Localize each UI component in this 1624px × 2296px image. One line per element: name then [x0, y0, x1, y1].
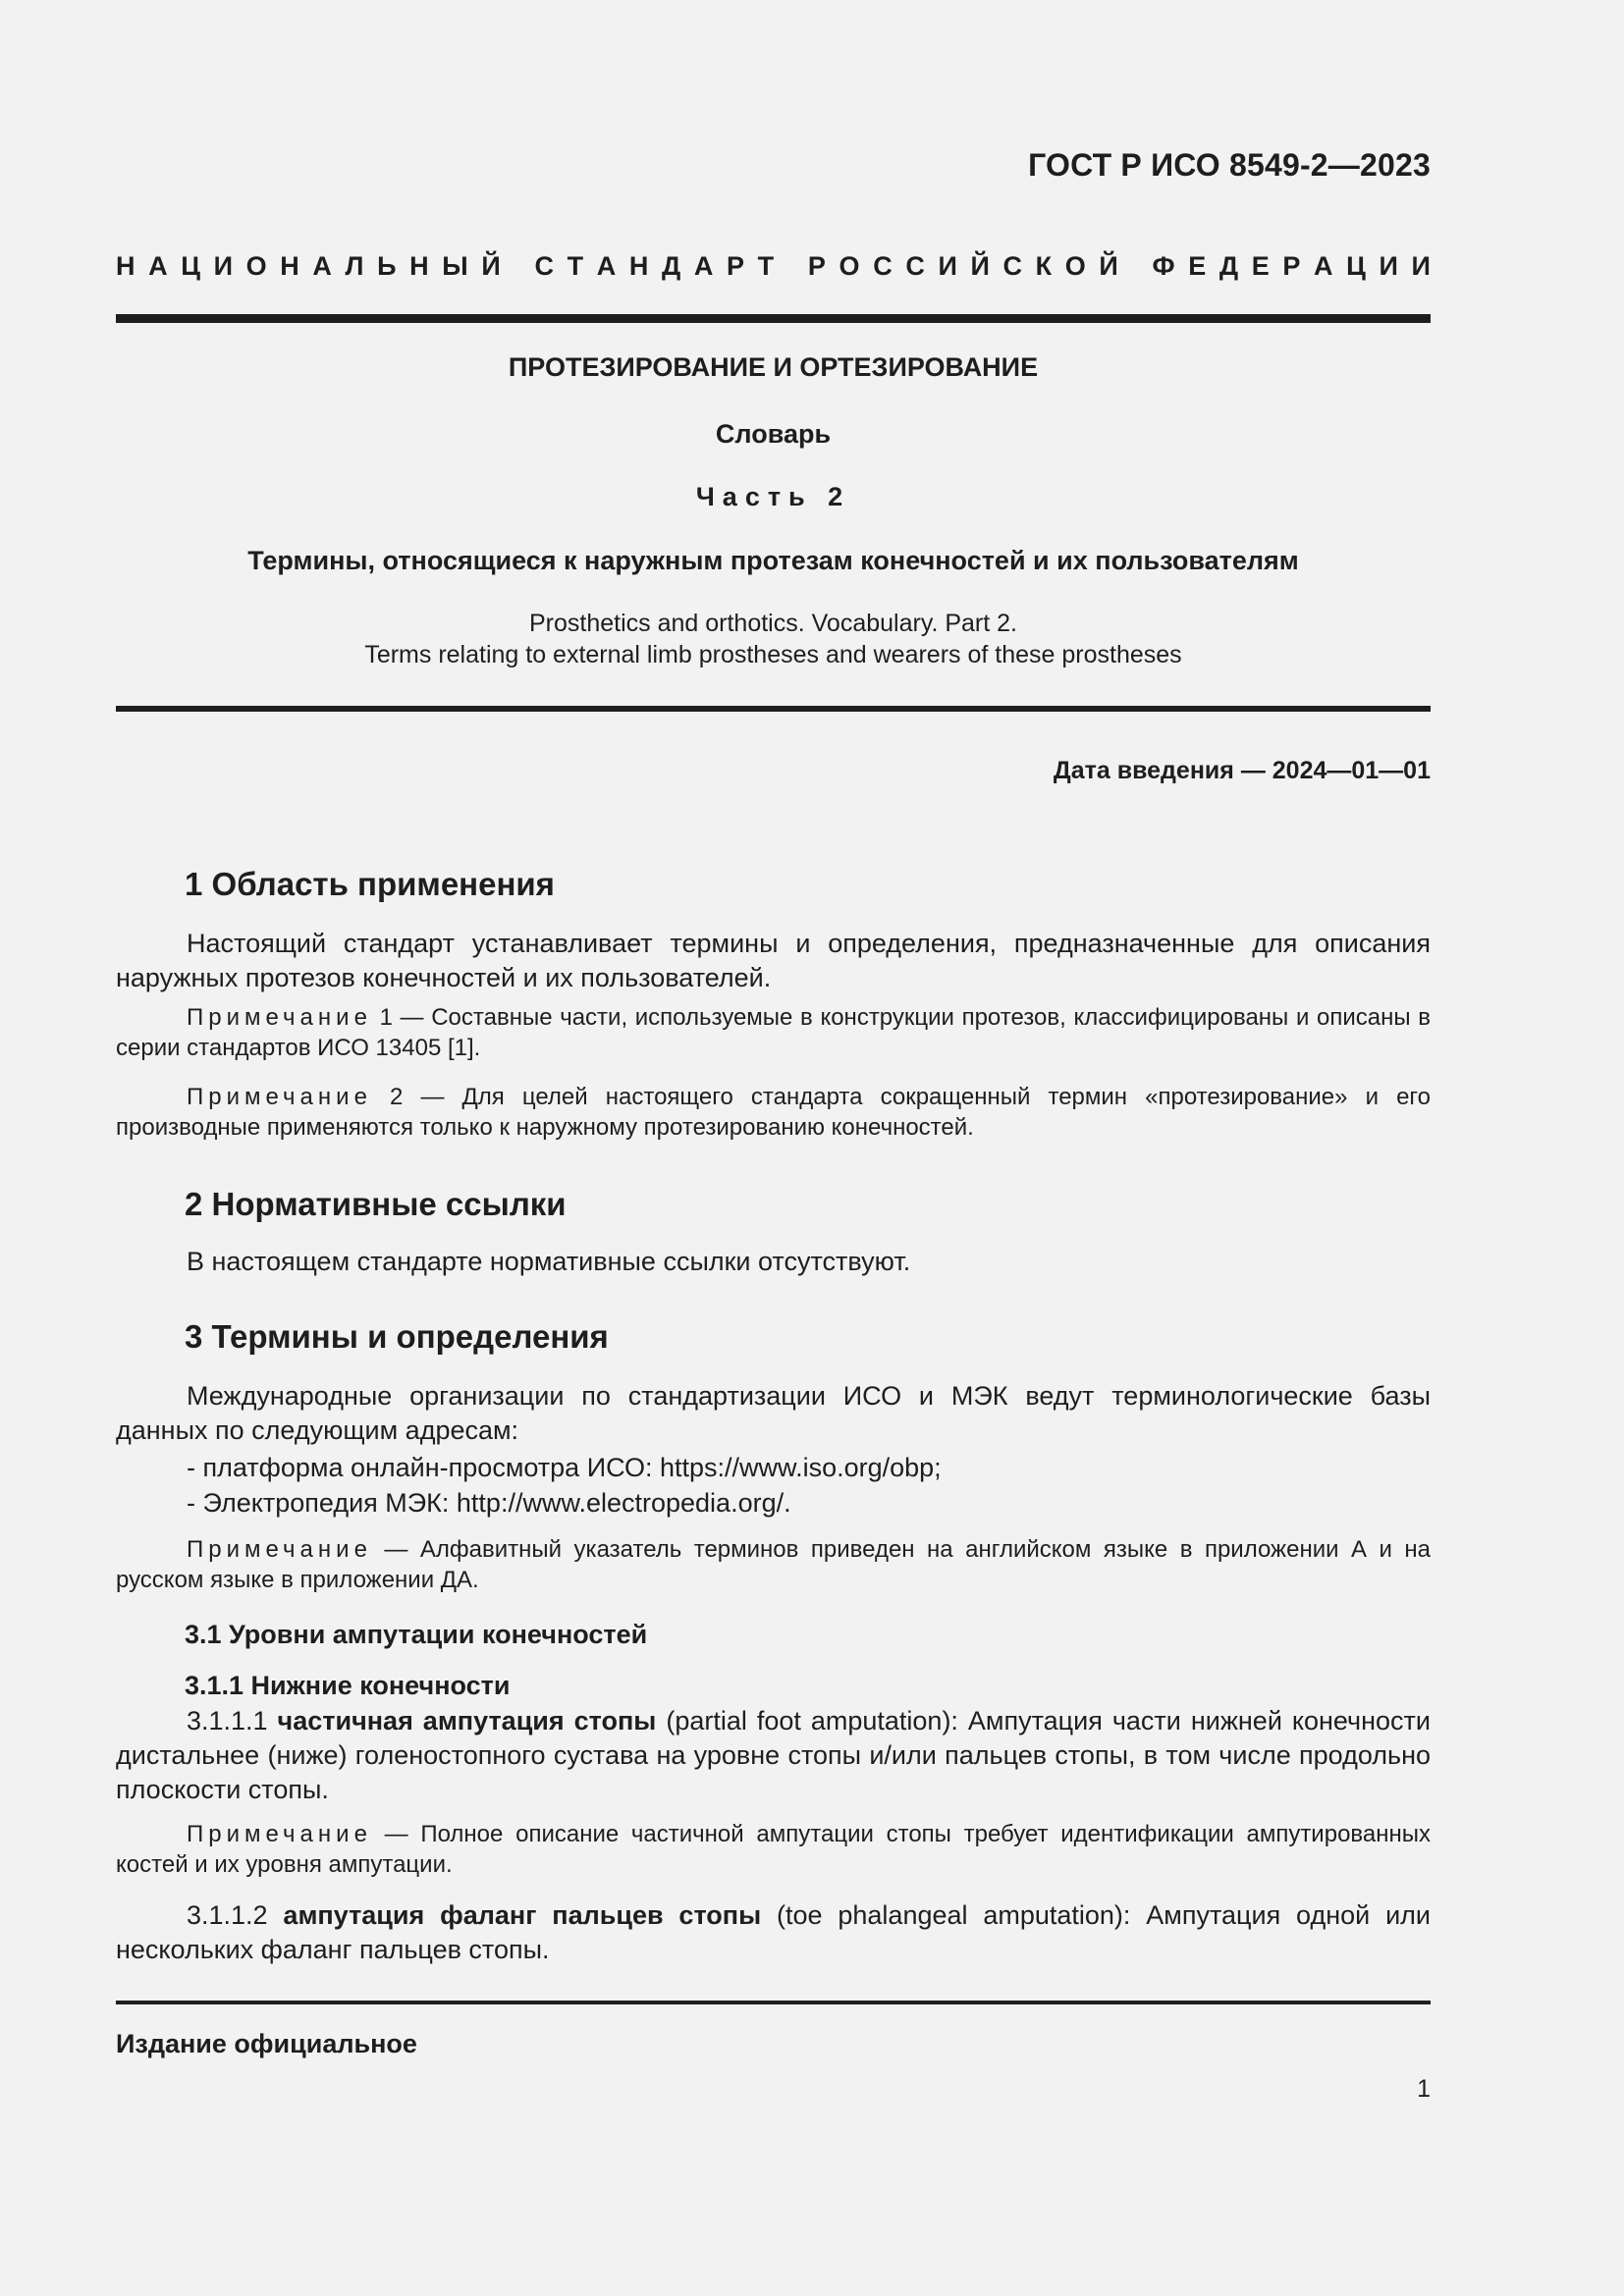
- section-1-text: Настоящий стандарт устанавливает термины и определения, предназначенные для описания наружных протезов конечностей и их пользователей.: [116, 929, 1431, 992]
- footer-rule: [116, 2001, 1431, 2004]
- banner-letter: Р: [727, 251, 745, 281]
- banner-letter: Ц: [1346, 251, 1366, 281]
- section-1-note-1: [116, 1002, 1431, 1063]
- banner-letter: Ь: [377, 251, 397, 281]
- banner-letter: Л: [345, 251, 364, 281]
- banner-letter: Ф: [1152, 251, 1175, 281]
- list-item: - Электропедия МЭК: http://www.electropedia.org/.: [187, 1488, 791, 1518]
- term-name: частичная ампутация стопы: [277, 1706, 657, 1735]
- banner-letter: А: [1314, 251, 1333, 281]
- note-text: — Полное описание частичной ампутации стопы требует идентификации ампутированных костей и их уровня ампутации.: [116, 1821, 1431, 1878]
- subsection-3-1-heading: 3.1 Уровни ампутации конечностей: [185, 1620, 648, 1649]
- banner-letter: Й: [1099, 251, 1118, 281]
- banner-letter: Н: [116, 251, 135, 281]
- introduction-date: Дата введения — 2024—01—01: [1053, 757, 1431, 784]
- list-item: - платформа онлайн-просмотра ИСО: https://www.iso.org/obp;: [187, 1453, 942, 1482]
- banner-word-gap: [787, 251, 795, 282]
- section-3-text: Международные организации по стандартизации ИСО и МЭК ведут терминологические базы данных по следующим адресам:: [116, 1381, 1431, 1445]
- note-label: Примечание: [187, 1536, 372, 1563]
- banner-letter: С: [873, 251, 893, 281]
- banner-word-gap: [514, 251, 521, 282]
- title-terms: Термины, относящиеся к наружным протезам конечностей и их пользователям: [247, 546, 1299, 575]
- page-number: 1: [1417, 2075, 1431, 2103]
- banner-letter: Р: [1282, 251, 1301, 281]
- banner-letter: А: [693, 251, 714, 281]
- banner-letter: Е: [1251, 251, 1270, 281]
- document-id: ГОСТ Р ИСО 8549-2—2023: [1028, 147, 1431, 183]
- banner-letter: О: [839, 251, 860, 281]
- banner-letter: С: [1002, 251, 1022, 281]
- banner-letter: Й: [970, 251, 990, 281]
- section-2-heading: 2 Нормативные ссылки: [185, 1186, 567, 1222]
- banner-letter: Н: [628, 251, 649, 281]
- section-3-note: [116, 1534, 1431, 1595]
- term-definition: (partial foot amputation): Ампутация части нижней конечности дистальнее (ниже) голеностопного сустава на уровне стопы и/или пальцев стопы, в том числе продольно плоскости стопы.: [116, 1706, 1431, 1804]
- banner-letter: К: [1035, 251, 1053, 281]
- banner-letter: А: [312, 251, 332, 281]
- official-edition: Издание официальное: [116, 2029, 417, 2058]
- section-1-note-2: [116, 1082, 1431, 1143]
- section-2-text: В настоящем стандарте нормативные ссылки отсутствуют.: [187, 1247, 911, 1276]
- note-label: Примечание: [187, 1821, 372, 1847]
- banner-letter: О: [1064, 251, 1086, 281]
- banner-word-gap: [1131, 251, 1139, 282]
- banner-letter: И: [213, 251, 234, 281]
- note-label: Примечание: [187, 1084, 372, 1110]
- banner-letter: Е: [1188, 251, 1207, 281]
- banner-letter: Ы: [442, 251, 468, 281]
- banner-letter: Д: [1218, 251, 1239, 281]
- banner-letter: Д: [662, 251, 681, 281]
- banner-letter: Н: [409, 251, 429, 281]
- banner-letter: С: [534, 251, 554, 281]
- term-number: 3.1.1.1: [187, 1706, 278, 1735]
- title-english-line2: Terms relating to external limb prostheses and wearers of these prostheses: [364, 641, 1182, 668]
- term-definition: (toe phalangeal amputation): Ампутация одной или нескольких фаланг пальцев стопы.: [116, 1900, 1431, 1964]
- banner-letter: О: [245, 251, 267, 281]
- note-label: Примечание: [187, 1004, 372, 1031]
- banner-letter: И: [1411, 251, 1431, 281]
- banner-letter: Й: [481, 251, 501, 281]
- banner-letter: Ц: [181, 251, 200, 281]
- title-vocabulary: Словарь: [715, 419, 832, 449]
- banner-letter: С: [905, 251, 925, 281]
- banner-letter: А: [148, 251, 168, 281]
- national-standard-banner: [116, 251, 1431, 282]
- title-english-line1: Prosthetics and orthotics. Vocabulary. Part 2.: [528, 610, 1017, 637]
- banner-letter: И: [1379, 251, 1398, 281]
- title-english: [116, 608, 1431, 670]
- banner-letter: Т: [757, 251, 775, 281]
- banner-letter: Р: [807, 251, 826, 281]
- banner-letter: Т: [567, 251, 584, 281]
- banner-letter: И: [938, 251, 957, 281]
- section-1-heading: 1 Область применения: [185, 866, 555, 902]
- note-text: 2 — Для целей настоящего стандарта сокращенный термин «протезирование» и его производные применяются только к наружному протезированию конечностей.: [116, 1084, 1431, 1141]
- section-3-heading: 3 Термины и определения: [185, 1318, 609, 1355]
- banner-letter: А: [596, 251, 617, 281]
- header-rule: [116, 314, 1431, 323]
- note-text: — Алфавитный указатель терминов приведен на английском языке в приложении А и на русском языке в приложении ДА.: [116, 1536, 1431, 1593]
- term-3-1-1-1-note: [116, 1819, 1431, 1880]
- title-part: Часть 2: [695, 482, 851, 511]
- title-main: ПРОТЕЗИРОВАНИЕ И ОРТЕЗИРОВАНИЕ: [508, 352, 1039, 382]
- term-name: ампутация фаланг пальцев стопы: [283, 1900, 762, 1930]
- note-text: 1 — Составные части, используемые в конструкции протезов, классифицированы и описаны в серии стандартов ИСО 13405 [1].: [116, 1004, 1431, 1061]
- banner-letter: Н: [280, 251, 299, 281]
- subsection-3-1-1-heading: 3.1.1 Нижние конечности: [185, 1671, 511, 1700]
- term-3-1-1-1: [116, 1704, 1431, 1807]
- title-rule: [116, 706, 1431, 712]
- term-3-1-1-2: [116, 1898, 1431, 1967]
- term-number: 3.1.1.2: [187, 1900, 284, 1930]
